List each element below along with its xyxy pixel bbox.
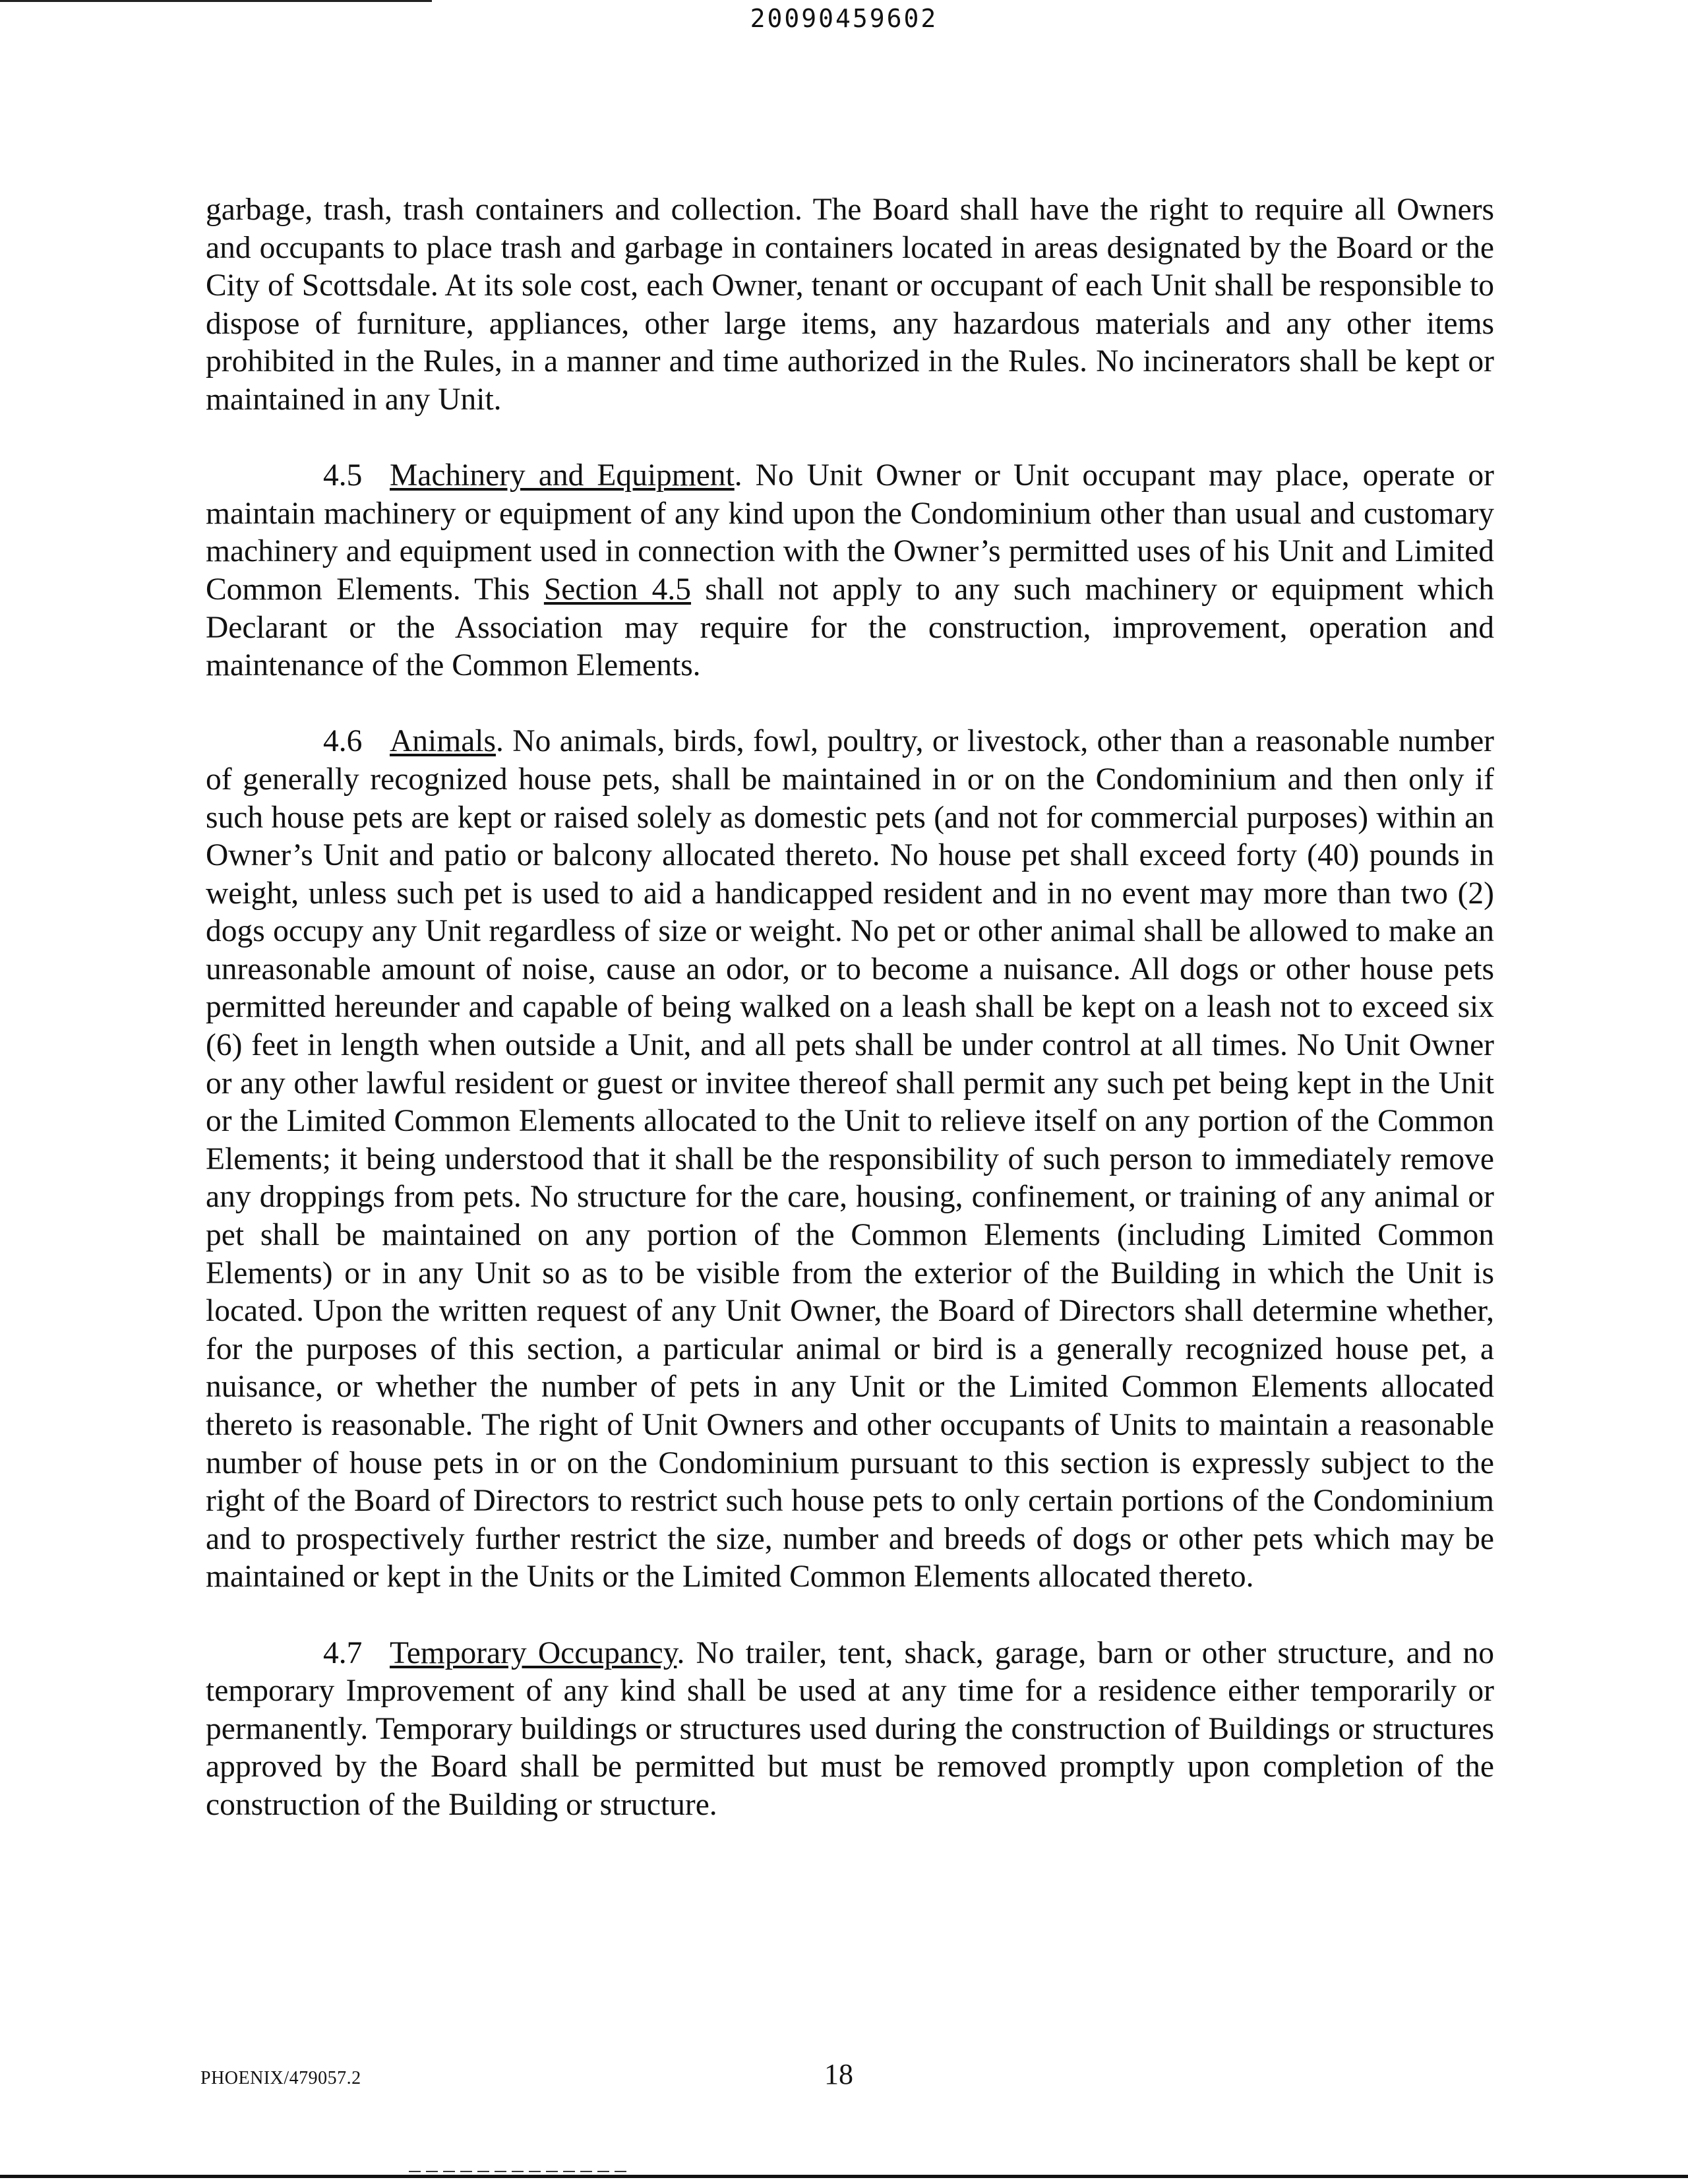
section-reference: Section 4.5 xyxy=(543,572,692,607)
section-text: . No trailer, tent, shack, garage, barn or other structure, and no temporary Improvement of any kind shall be used at any time for a residence either temporarily or permanently. Temporary buildings or structures used during the construction of Buildings or structures approved by the Board shall be permitted but must be removed promptly upon completion of the construction of the Building or structure. xyxy=(206,1635,1494,1822)
section-title: Machinery and Equipment xyxy=(390,458,735,493)
section-text: . No Unit Owner or Unit occupant may place, operate or maintain machinery or equipment of any kind upon the Condominium other than usual and customary machinery and equipment used in connection with the Owner’s permitted uses of his Unit and Limited Common Elements. This xyxy=(206,458,1494,607)
section-text-continued: shall not apply to any such machinery or equipment which Declarant or the Association may require for the construction, improvement, operation and maintenance of the Common Elements. xyxy=(206,572,1494,683)
bottom-dashed-rule xyxy=(409,2171,626,2172)
page-number: 18 xyxy=(824,2058,853,2090)
section-4-6 xyxy=(206,723,1494,1596)
bottom-rule xyxy=(0,2175,1688,2178)
top-rule xyxy=(0,0,432,2)
section-text: . No animals, birds, fowl, poultry, or livestock, other than a reasonable number of generally recognized house pets, shall be maintained in or on the Condominium and then only if such house pets are kept or raised solely as domestic pets (and not for commercial purposes) within an Owner’s Unit and patio or balcony allocated thereto. No house pet shall exceed forty (40) pounds in weight, unless such pet is used to aid a handicapped resident and in no event may more than two (2) dogs occupy any Unit regardless of size or weight. No pet or other animal shall be allowed to make an unreasonable amount of noise, cause an odor, or to become a nuisance. All dogs or other house pets permitted hereunder and capable of being walked on a leash shall be kept on a leash not to exceed six (6) feet in length when outside a Unit, and all pets shall be under control at all times. No Unit Owner or any other lawful resident or guest or invitee thereof shall permit any such pet being kept in the Unit or the Limited Common Elements allocated to the Unit to relieve itself on any portion of the Common Elements; it being understood that it shall be the responsibility of such person to immediately remove any droppings from pets. No structure for the care, housing, confinement, or training of any animal or pet shall be maintained on any portion of the Common Elements (including Limited Common Elements) or in any Unit so as to be visible from the exterior of the Building in which the Unit is located. Upon the written request of any Unit Owner, the Board of Directors shall determine whether, for the purposes of this section, a particular animal or bird is a generally recognized house pet, a nuisance, or whether the number of pets in any Unit or the Limited Common Elements allocated thereto is reasonable. The right of Unit Owners and other occupants of Units to maintain a reasonable number of house pets in or on the Condominium pursuant to this section is expressly subject to the right of the Board of Directors to restrict such house pets to only certain portions of the Condominium and to prospectively further restrict the size, number and breeds of dogs or other pets which may be maintained or kept in the Units or the Limited Common Elements allocated thereto. xyxy=(206,724,1494,1594)
section-title: Temporary Occupancy xyxy=(390,1635,677,1670)
footer-document-code: PHOENIX/479057.2 xyxy=(200,2068,361,2088)
section-number: 4.6 xyxy=(323,724,363,759)
document-number: 20090459602 xyxy=(750,4,938,33)
section-number: 4.5 xyxy=(323,458,363,493)
section-title: Animals xyxy=(390,724,496,759)
continuation-paragraph: garbage, trash, trash containers and collection. The Board shall have the right to require all Owners and occupants to place trash and garbage in containers located in areas designated by the Board or the City of Scottsdale. At its sole cost, each Owner, tenant or occupant of each Unit shall be responsible to dispose of furniture, appliances, other large items, any hazardous materials and any other items prohibited in the Rules, in a manner and time authorized in the Rules. No incinerators shall be kept or maintained in any Unit. xyxy=(206,193,1494,417)
section-4-5 xyxy=(206,457,1494,685)
section-4-7 xyxy=(206,1635,1494,1825)
document-body xyxy=(206,191,1494,1825)
section-number: 4.7 xyxy=(323,1635,363,1670)
